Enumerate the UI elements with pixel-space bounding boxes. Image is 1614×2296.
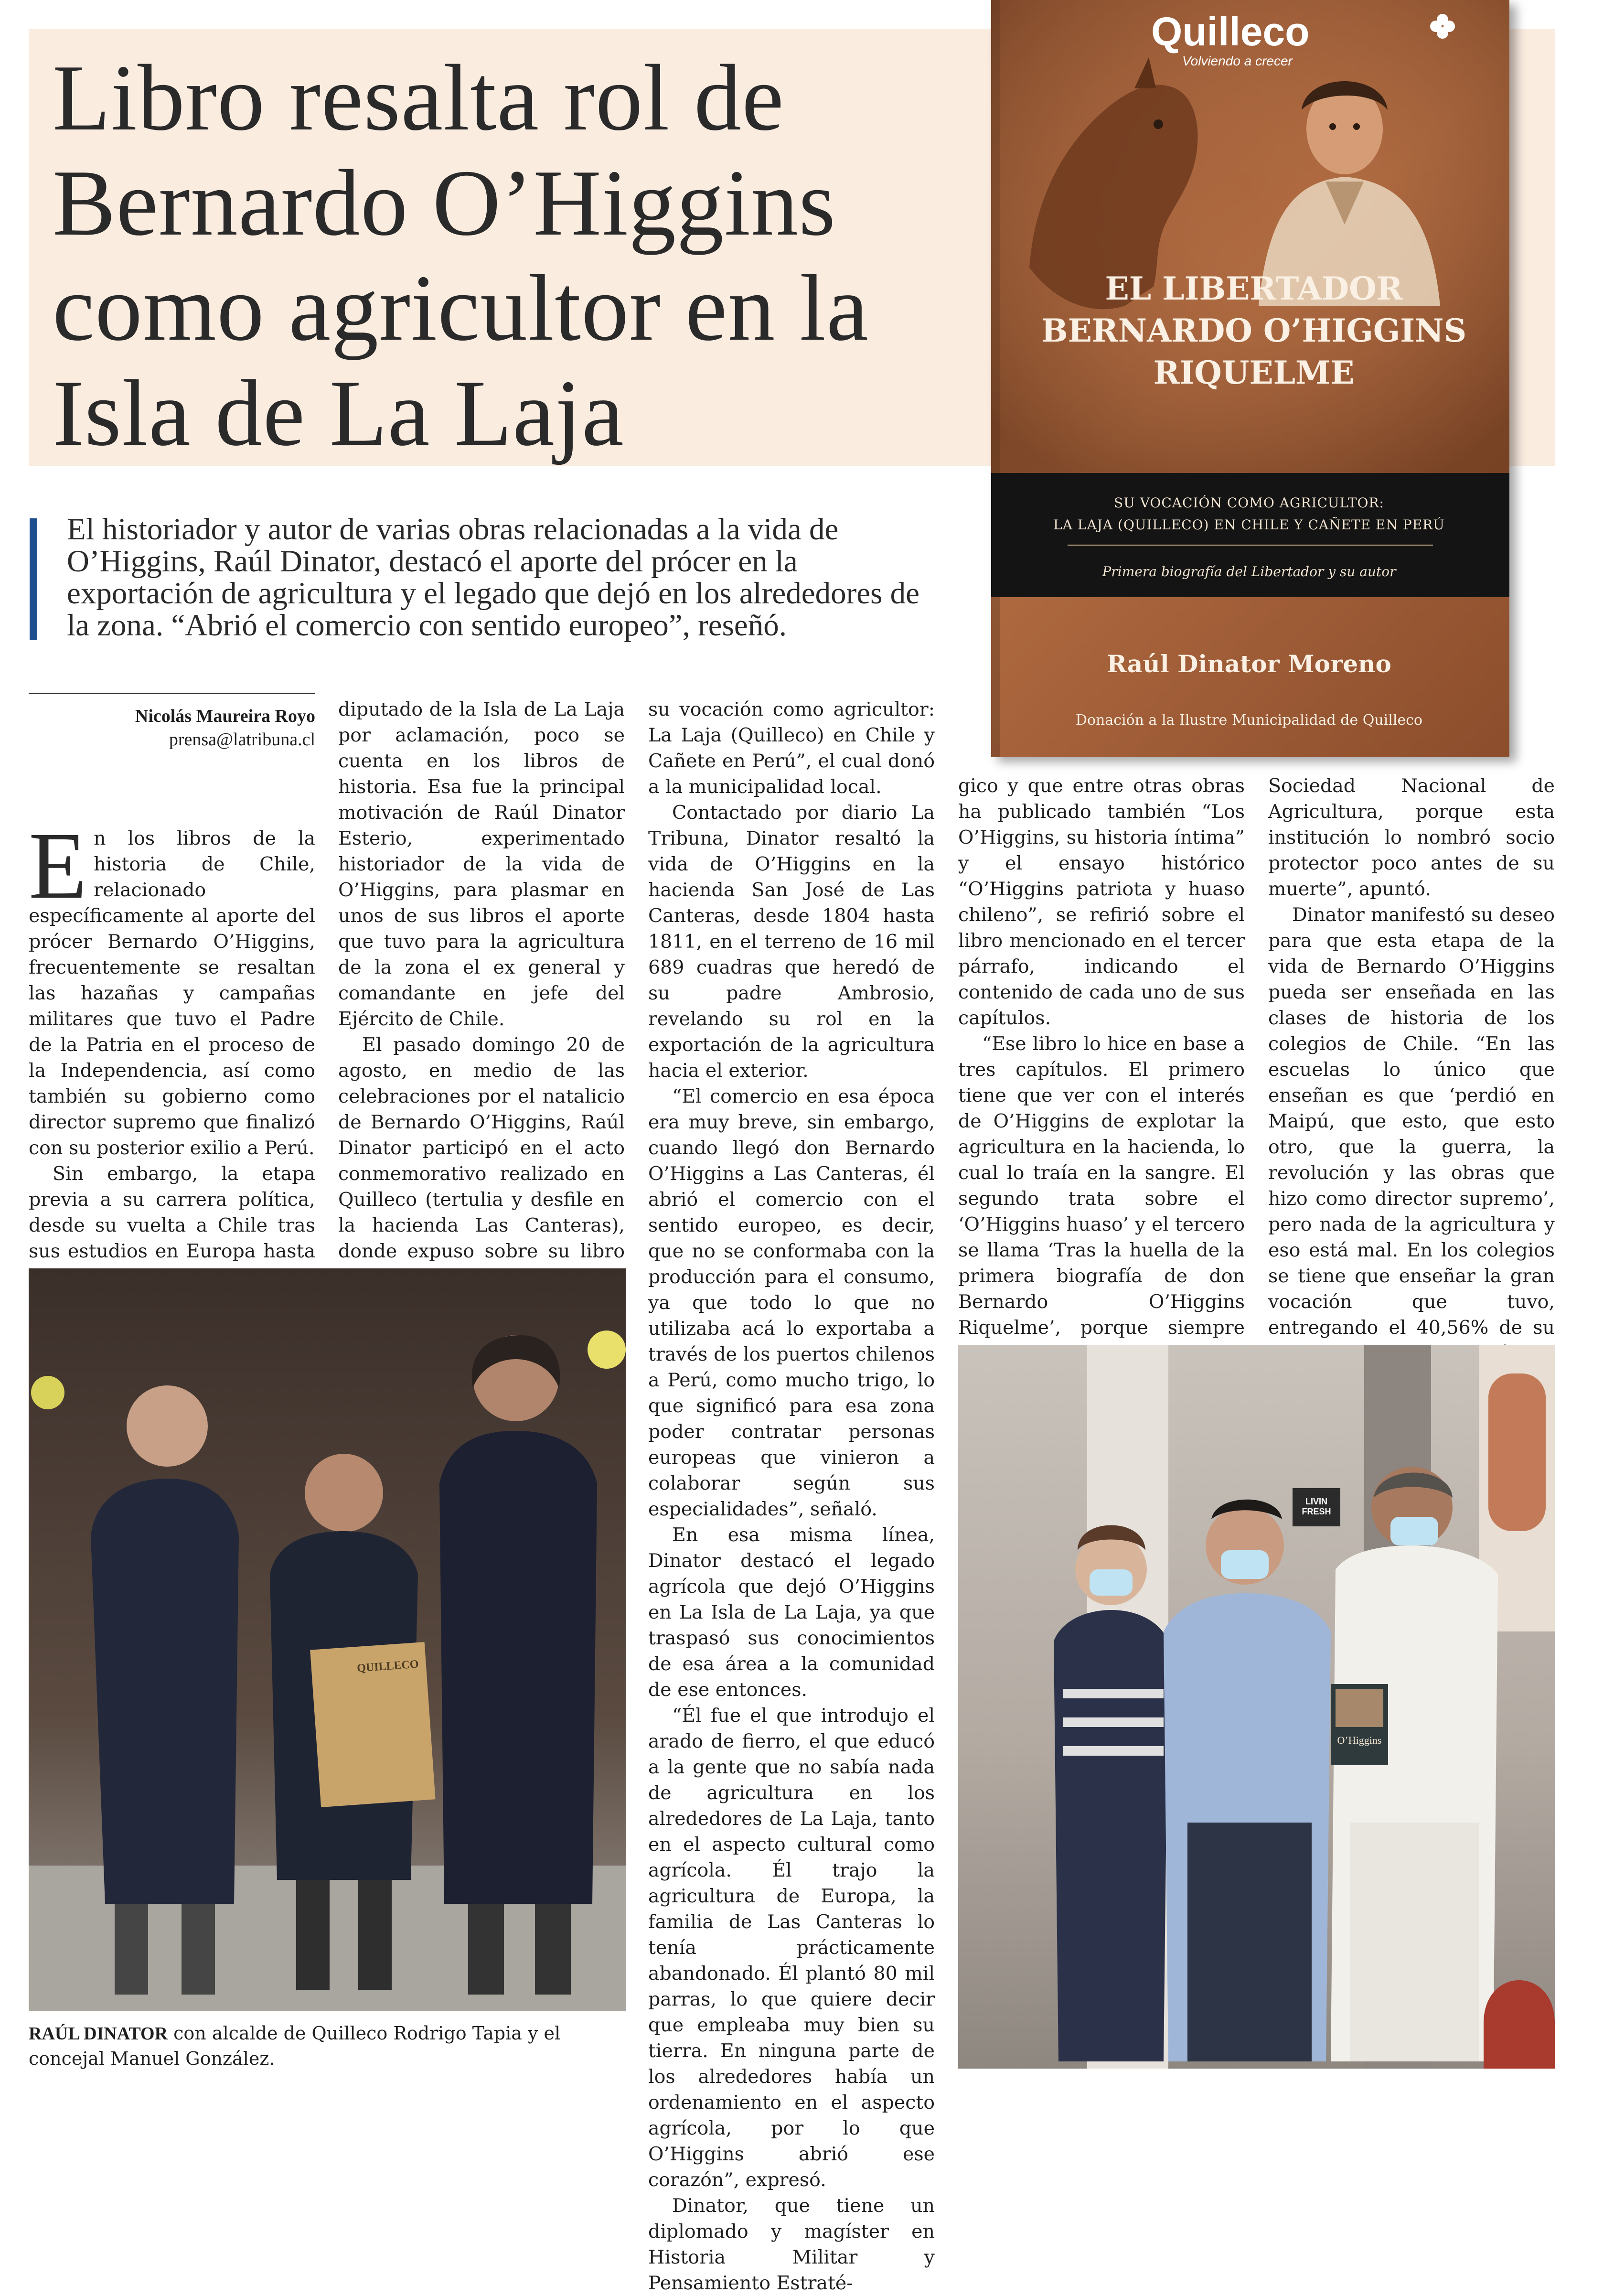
book-title-line: EL LIBERTADOR <box>1105 270 1403 307</box>
book-title-line: BERNARDO O’HIGGINS <box>1041 312 1467 349</box>
paragraph: En los libros de la historia de Chile, relacionado específicamente al aporte del prócer Bernardo O’Higgins, frecuentemente se resaltan las hazañas y campañas militares que tuvo el Padre de la Patria en el proceso de la Independencia, así como también su gobierno como director supremo que finalizó con su posterior exilio a Perú. <box>29 813 315 1159</box>
plaque-title: QUILLECO <box>356 1658 419 1675</box>
article-column-1 <box>29 813 315 1290</box>
photo-mall-image <box>958 1345 1555 2069</box>
article-column-5 <box>1268 773 1555 1392</box>
book-subtitle-line: SU VOCACIÓN COMO AGRICULTOR: <box>1114 495 1384 511</box>
article-column-3 <box>648 697 935 2296</box>
caption-text: con alcalde de Quilleco Rodrigo Tapia y el concejal Manuel González. <box>29 2023 561 2069</box>
book-brand-logo: Quilleco <box>1151 9 1310 54</box>
paragraph: El pasado domingo 20 de agosto, en medio de las celebraciones por el natalicio de Bernardo O’Higgins, Raúl Dinator participó en el acto conmemorativo realizado en Quilleco (tertulia y desfile en la hacienda Las Canteras), donde expuso sobre su libro <box>338 1034 625 1262</box>
book-cover <box>991 0 1509 757</box>
byline-email: prensa@latribuna.cl <box>169 730 315 750</box>
paragraph: En esa misma línea, Dinator destacó el legado agrícola que dejó O’Higgins en La Isla de La Laja, ya que traspasó sus conocimientos de esa área a la comunidad de ese entonces. <box>648 1524 935 1701</box>
book-title <box>1001 268 1507 394</box>
book-author: Raúl Dinator Moreno <box>1107 650 1391 678</box>
article-column-2 <box>338 697 625 1316</box>
store-sign: LIVIN FRESH <box>1302 1497 1331 1516</box>
paragraph: Contactado por diario La Tribuna, Dinator resaltó la vida de O’Higgins en la hacienda San José de Las Canteras, desde 1804 hasta 1811, en el terreno de 16 mil 689 cuadras que heredó de su padre Ambrosio, revelando su rol en la exportación de la agricultura hacia el exterior. <box>648 802 935 1082</box>
book-donation-note: Donación a la Ilustre Municipalidad de Quilleco <box>1075 712 1423 729</box>
byline-author: Nicolás Maureira Royo <box>135 706 315 726</box>
headline: Libro resalta rol de Bernardo O’Higgins como agricultor en la Isla de La Laja <box>53 45 869 465</box>
paragraph: su vocación como agricultor: La Laja (Quilleco) en Chile y Cañete en Perú”, el cual donó a la municipalidad local. <box>648 698 935 798</box>
book-subtitle-line: LA LAJA (QUILLECO) EN CHILE Y CAÑETE EN PERÚ <box>1053 517 1445 533</box>
photo-mall <box>958 1345 1555 2069</box>
paragraph: “Ese libro lo hice en base a tres capítulos. El primero tiene que ver con el interés de O’Higgins de explotar la agricultura en la hacienda, lo cual lo traía en la sangre. El segundo trata sobre el ‘O’Higgins huaso’ y el tercero se llama ‘Tras la huella de la primera biografía de don Bernardo O’Higgins Riquelme’, porque siempre <box>958 1033 1245 1339</box>
caption-name: RAÚL DINATOR <box>29 2024 168 2044</box>
book-subtitle <box>1020 492 1478 536</box>
book-title-line: RIQUELME <box>1153 354 1355 391</box>
held-book-label: O’Higgins <box>1337 1734 1382 1746</box>
book-subtitle-italic: Primera biografía del Libertador y su autor <box>1102 564 1396 579</box>
byline <box>29 693 315 751</box>
paragraph: “El comercio en esa época era muy breve, sin embargo, cuando llegó don Bernardo O’Higgins a Las Canteras, él abrió el comercio con el sentido europeo, es decir, que no se conformaba con la producción para el consumo, ya que todo lo que no utilizaba acá lo exportaba a través de los puertos chilenos a Perú, como mucho trigo, lo que significó para esa zona poder contratar personas europeas que vinieron a colaborar según sus especialidades”, señaló. <box>648 1085 935 1520</box>
paragraph: “Él fue el que introdujo el arado de fierro, el que educó a la gente que no sabía nada de agricultura en los alrededores de La Laja, tanto en el aspecto cultural como agrícola. Él trajo la agricultura de Europa, la familia de Las Canteras lo tenía prácticamente abandonado. Él plantó 80 mil parras, lo que quiere decir que empleaba muy bien su tierra. En ninguna parte de los alrededores había un ordenamiento en el aspecto agrícola, por lo que O’Higgins abrió ese corazón”, expresó. <box>648 1705 935 2191</box>
photo-caption <box>29 2021 626 2071</box>
paragraph: Sin embargo, la etapa previa a su carrera política, desde su vuelta a Chile tras sus estudios en Europa hasta <box>29 1163 315 1262</box>
photo-ceremony-image <box>29 1268 626 2011</box>
dropcap: E <box>29 813 87 919</box>
lead-paragraph: El historiador y autor de varias obras relacionadas a la vida de O’Higgins, Raúl Dinator, destacó el aporte del prócer en la exportación de agricultura y el legado que dejó en los alrededores de la zona. “Abrió el comercio con sentido europeo”, reseñó. <box>67 512 919 643</box>
paragraph: Dinator, que tiene un diplomado y magíster en Historia Militar y Pensamiento Estraté- <box>648 2195 935 2294</box>
book-band-rule <box>1068 545 1433 546</box>
paragraph: gico y que entre otras obras ha publicado también “Los O’Higgins, su historia íntima” y el ensayo histórico “O’Higgins patriota y huaso chileno”, se refirió sobre el libro mencionado en el tercer párrafo, indicando el contenido de cada uno de sus capítulos. <box>958 775 1245 1029</box>
paragraph: Dinator manifestó su deseo para que esta etapa de la vida de Bernardo O’Higgins pueda ser enseñada en las clases de historia de los colegios de Chile. “En las escuelas lo único que enseñan es que ‘perdió en Maipú, que esto, que esto otro, que la guerra, la revolución y las obras que hizo como director supremo’, pero nada de la agricultura y eso está mal. En los colegios se tiene que enseñar la gran vocación que tuvo, entregando el 40,56% de su <box>1268 904 1555 1339</box>
paragraph: diputado de la Isla de La Laja por aclamación, poco se cuenta en los libros de historia. Esa fue la principal motivación de Raúl Dinator Esterio, experimentado historiador de la vida de O’Higgins, para plasmar en unos de sus libros el aporte que tuvo para la agricultura de la zona el ex general y comandante en jefe del Ejército de Chile. <box>338 698 625 1030</box>
byline-rule <box>29 693 315 694</box>
book-brand-tagline: Volviendo a crecer <box>1182 54 1293 68</box>
photo-ceremony <box>29 1268 626 2011</box>
paragraph: Sociedad Nacional de Agricultura, porque esta institución lo nombró socio protector poco antes de su muerte”, apuntó. <box>1268 775 1555 900</box>
book-illustration <box>991 0 1509 473</box>
article-column-4 <box>958 773 1245 1392</box>
lead-accent-bar <box>30 518 37 640</box>
